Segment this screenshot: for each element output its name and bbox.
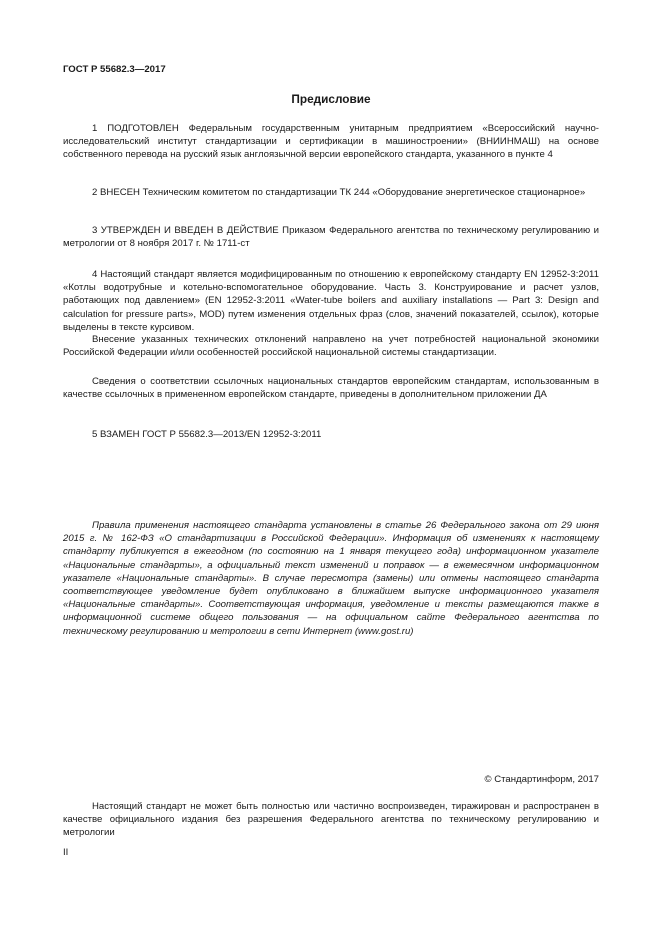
paragraph-approved: 3 УТВЕРЖДЕН И ВВЕДЕН В ДЕЙСТВИЕ Приказом Федерального агентства по техническому регулированию и метрологии от 8 ноября 2017 г. № 1711-ст <box>63 225 599 250</box>
paragraph-references: Сведения о соответствии ссылочных национальных стандартов европейским стандартам, использованным в качестве ссылочных в примененном европейском стандарте, приведены в дополнительном приложении ДА <box>63 376 599 401</box>
copyright: © Стандартинформ, 2017 <box>484 774 599 785</box>
standard-designation: ГОСТ Р 55682.3—2017 <box>63 64 166 75</box>
paragraph-modification: 4 Настоящий стандарт является модифицированным по отношению к европейскому стандарту EN 12952-3:2011 «Котлы водотрубные и котельно-вспомогательное оборудование. Часть 3. Конструирование и расчет узлов, работающих под давлением» (EN 12952-3:2011 «Water-tube boilers and auxiliary installations — Part 3: Design and calculation for pressure parts», MOD) путем изменения отдельных фраз (слов, значений показателей, ссылок), которые выделены в тексте курсивом. <box>63 269 599 333</box>
document-page <box>63 0 599 935</box>
paragraph-prepared-by: 1 ПОДГОТОВЛЕН Федеральным государственным унитарным предприятием «Всероссийский научно-исследовательский институт стандартизации и сертификации в машиностроении» (ВНИИНМАШ) на основе собственного перевода на русский язык англоязычной версии европейского стандарта, указанного в пункте 4 <box>63 123 599 161</box>
paragraph-replaces: 5 ВЗАМЕН ГОСТ Р 55682.3—2013/EN 12952-3:2011 <box>92 429 322 440</box>
application-rules-notice: Правила применения настоящего стандарта установлены в статье 26 Федерального закона от 29 июня 2015 г. № 162-ФЗ «О стандартизации в Российской Федерации». Информация об изменениях к настоящему стандарту публикуется в ежегодном (по состоянию на 1 января текущего года) информационном указателе «Национальные стандарты», а официальный текст изменений и поправок — в ежемесячном информационном указателе «Национальные стандарты». В случае пересмотра (замены) или отмены настоящего стандарта соответствующее уведомление будет опубликовано в ближайшем выпуске информационного указателя «Национальные стандарты». Соответствующая информация, уведомление и тексты размещаются также в информационной системе общего пользования — на официальном сайте Федерального агентства по техническому регулированию и метрологии в сети Интернет (www.gost.ru) <box>63 520 599 637</box>
reproduction-notice: Настоящий стандарт не может быть полностью или частично воспроизведен, тиражирован и распространен в качестве официального издания без разрешения Федерального агентства по техническому регулированию и метрологии <box>63 801 599 839</box>
paragraph-introduced-by: 2 ВНЕСЕН Техническим комитетом по стандартизации ТК 244 «Оборудование энергетическое стационарное» <box>92 187 586 198</box>
foreword-title: Предисловие <box>291 92 371 106</box>
page-number: II <box>63 847 69 858</box>
paragraph-deviations: Внесение указанных технических отклонений направлено на учет потребностей национальной экономики Российской Федерации и/или особенностей российской национальной системы стандартизации. <box>63 334 599 359</box>
